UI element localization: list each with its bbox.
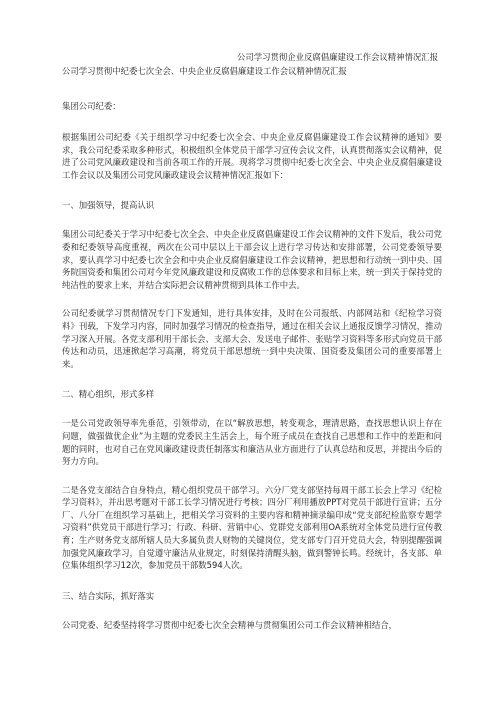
intro-paragraph: 根据集团公司纪委《关于组织学习中纪委七次全会、中央企业反腐倡廉建设工作会议精神的通知》要求，我公司纪委采取多种形式，积极组织全体党员干部学习宣传会议文件，认真贯彻落实会议精神，促进了公司党风廉政建设和当前各项工作的开展。现将学习贯彻中纪委七次全会、中央企业反腐倡廉建设工作会议以及集团公司党风廉政建设会议精神情况汇报如下： [62,132,442,180]
header-title: 公司学习贯彻企业反腐倡廉建设工作会议精神情况汇报 [237,52,438,62]
section-heading-3: 三、结合实际，抓好落实 [62,590,155,601]
section-1-paragraph-1: 集团公司纪委关于学习中纪委七次全会、中央企业反腐倡廉建设工作会议精神的文件下发后，我公司党委和纪委领导高度重视，两次在公司中层以上干部会议上进行学习传达和安排部署，公司党委领导要求，要认真学习中纪委七次全会和中央企业反腐倡廉建设工作会议精神，把思想和行动统一到中央、国务院国资委和集团公司对今年党风廉政建设和反腐败工作的总体要求和目标上来，统一到关于保持党的纯洁性的要求上来，并结合实际把会议精神贯彻到具体工作中去。 [62,229,442,290]
section-2-paragraph-2: 二是各党支部结合自身特点，精心组织党员干部学习。六分厂党支部坚持每周干部工长会上学习《纪检学习资料》，并出思考题对干部工长学习情况进行考核；四分厂利用播放PPT对党员干部进行宣讲；五分厂、八分厂在组织学习基础上，把相关学习资料的主要内容和精神摘录编印成“党支部纪检监察专题学习资料”供党员干部进行学习；行政、科研、营销中心、党群党支部利用OA系统对全体党员进行宣传教育；生产财务党支部所辖人员大多属负责人财物的关键岗位，党支部专门召开党员大会，特别提醒强调加强党风廉政学习，自觉遵守廉洁从业规定，时刻保持清醒头脑，做到警钟长鸣。经统计，各支部、单位集体组织学习12次，参加党员干部数594人次。 [62,484,442,571]
document-title: 公司学习贯彻中纪委七次全会、中央企业反腐倡廉建设工作会议精神情况汇报 [62,66,347,76]
section-3-paragraph-1: 公司党委、纪委坚持将学习贯彻中纪委七次全会精神与贯彻集团公司工作会议精神相结合， [62,619,397,630]
section-2-paragraph-1: 一是公司党政领导率先垂范，引领带动，在以“解放思想，转变观念，理清思路，查找思想认识上存在问题，做强做优企业”为主题的党委民主生活会上，每个班子成员在查找自己思想和工作中的差距和问题的同时，也对自己在党风廉政建设责任制落实和廉洁从业方面进行了认真总结和反思，并提出今后的努力方向。 [62,418,442,467]
section-heading-1: 一、加强领导，提高认识 [62,200,155,211]
addressee: 集团公司纪委： [62,101,121,111]
section-heading-2: 二、精心组织，形式多样 [62,389,155,400]
section-1-paragraph-2: 公司纪委就学习贯彻情况专门下发通知，进行具体安排，及时在公司报纸、内部网站和《纪检学习资料》刊载，下发学习内容，同时加强学习情况的检查指导，通过在相关会议上通报反馈学习情况，推动学习深入开展。各党支部利用干部长会、支部大会、发送电子邮件、张贴学习资料等多形式向党员干部传达和动员，迅速掀起学习高潮，将党员干部思想统一到中央决策、国资委及集团公司的重要部署上来。 [62,308,442,369]
